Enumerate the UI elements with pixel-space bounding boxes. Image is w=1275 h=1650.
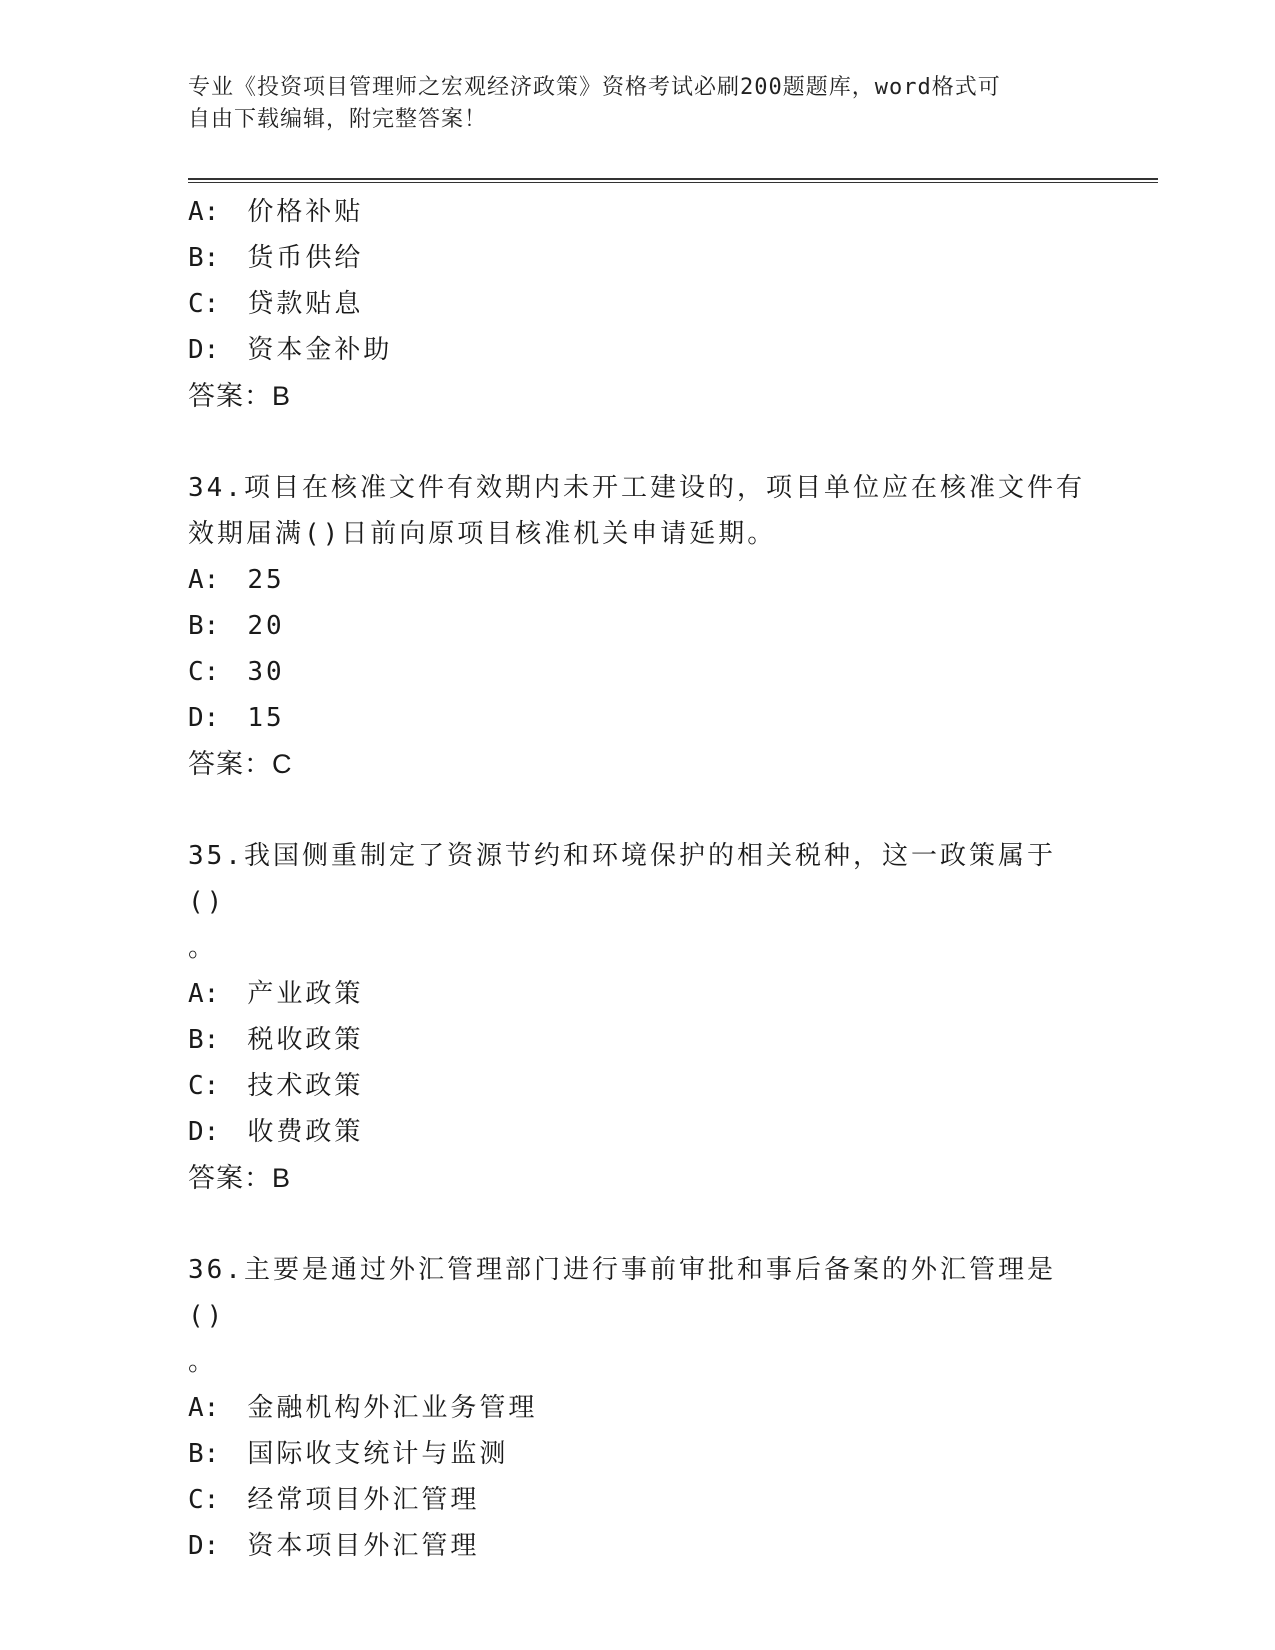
- option-c: C: 贷款贴息: [188, 289, 364, 319]
- question-text-line-1: 34.项目在核准文件有效期内未开工建设的，项目单位应在核准文件有: [188, 473, 1085, 503]
- document-header: [188, 72, 1068, 136]
- header-line-1: 专业《投资项目管理师之宏观经济政策》资格考试必刷200题题库，word格式可: [188, 75, 1001, 100]
- header-line-2: 自由下载编辑，附完整答案！: [188, 107, 488, 132]
- option-c: C: 经常项目外汇管理: [188, 1485, 480, 1515]
- option-d: D: 资本项目外汇管理: [188, 1531, 480, 1561]
- option-b: B: 国际收支统计与监测: [188, 1439, 509, 1469]
- header-divider: [188, 178, 1158, 183]
- option-a: A: 金融机构外汇业务管理: [188, 1393, 538, 1423]
- option-c: C: 30: [188, 657, 285, 687]
- answer: 答案：B: [188, 1163, 292, 1193]
- answer: 答案：B: [188, 381, 292, 411]
- option-b: B: 税收政策: [188, 1025, 364, 1055]
- option-d: D: 资本金补助: [188, 335, 393, 365]
- option-a: A: 产业政策: [188, 979, 364, 1009]
- question-text-line-2: 。: [188, 933, 218, 963]
- question-text-line-1: 35.我国侧重制定了资源节约和环境保护的相关税种，这一政策属于(): [188, 841, 1056, 917]
- question-text-line-2: 效期届满()日前向原项目核准机关申请延期。: [188, 519, 777, 549]
- question-list: [188, 189, 1088, 1569]
- question-33-continued: [188, 189, 1088, 419]
- question-text-line-2: 。: [188, 1347, 218, 1377]
- question-34: [188, 465, 1088, 787]
- answer: 答案：C: [188, 749, 293, 779]
- option-a: A: 25: [188, 565, 285, 595]
- question-text-line-1: 36.主要是通过外汇管理部门进行事前审批和事后备案的外汇管理是(): [188, 1255, 1056, 1331]
- option-b: B: 20: [188, 611, 285, 641]
- option-d: D: 15: [188, 703, 285, 733]
- option-c: C: 技术政策: [188, 1071, 364, 1101]
- question-36: [188, 1247, 1088, 1569]
- option-b: B: 货币供给: [188, 243, 364, 273]
- question-35: [188, 833, 1088, 1201]
- option-a: A: 价格补贴: [188, 197, 364, 227]
- option-d: D: 收费政策: [188, 1117, 364, 1147]
